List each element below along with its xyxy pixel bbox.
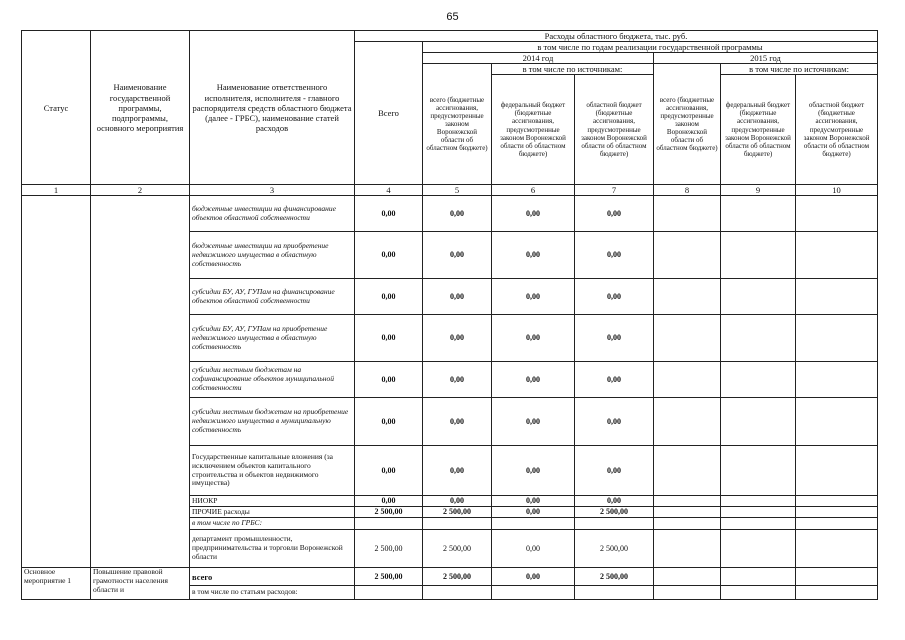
row-label: бюджетные инвестиции на приобретение недвижимого имущества в областную собственность — [190, 232, 355, 279]
column-number: 10 — [796, 185, 878, 196]
column-number: 1 — [22, 185, 91, 196]
header-year-2014: 2014 год — [423, 53, 654, 64]
value-total: 0,00 — [355, 232, 423, 279]
page-number: 65 — [446, 11, 459, 23]
value-2014-regional: 0,00 — [575, 232, 654, 279]
value-2014-total: 0,00 — [423, 232, 492, 279]
value-2014-regional: 2 500,00 — [575, 507, 654, 518]
value-2014-federal: 0,00 — [492, 196, 575, 232]
value-2014-federal: 0,00 — [492, 315, 575, 362]
value-total: 0,00 — [355, 196, 423, 232]
column-number: 6 — [492, 185, 575, 196]
value-2014-regional: 0,00 — [575, 496, 654, 507]
header-2015-total: всего (бюджетные ассигнования, предусмотренные законом Воронежской области об областном бюджете) — [654, 64, 721, 185]
value-2014-federal: 0,00 — [492, 568, 575, 586]
value-total: 0,00 — [355, 446, 423, 496]
value-total: 0,00 — [355, 362, 423, 398]
value-2014-regional: 0,00 — [575, 196, 654, 232]
header-year-2015: 2015 год — [654, 53, 878, 64]
row-label: НИОКР — [190, 496, 355, 507]
value-2014-total: 2 500,00 — [423, 507, 492, 518]
value-2014-total: 0,00 — [423, 315, 492, 362]
value-2014-regional: 0,00 — [575, 446, 654, 496]
row-label: субсидии БУ, АУ, ГУПам на финансирование объектов областной собственности — [190, 279, 355, 315]
value-2014-total: 0,00 — [423, 496, 492, 507]
value-2014-federal: 0,00 — [492, 398, 575, 446]
row-label: бюджетные инвестиции на финансирование объектов областной собственности — [190, 196, 355, 232]
column-number: 9 — [721, 185, 796, 196]
value-2014-total: 0,00 — [423, 279, 492, 315]
value-total: 2 500,00 — [355, 530, 423, 568]
value-2014-federal: 0,00 — [492, 530, 575, 568]
header-2015-federal: федеральный бюджет (бюджетные ассигнования, предусмотренные законом Воронежской области об областном бюджете) — [721, 75, 796, 185]
row-label: ПРОЧИЕ расходы — [190, 507, 355, 518]
budget-table — [21, 30, 878, 600]
header-status: Статус — [22, 31, 91, 185]
header-by-years: в том числе по годам реализации государственной программы — [423, 42, 878, 53]
table-row — [22, 568, 878, 586]
column-number: 7 — [575, 185, 654, 196]
header-program-name: Наименование государственной программы, подпрограммы, основного мероприятия — [91, 31, 190, 185]
value-total: 2 500,00 — [355, 507, 423, 518]
table-row — [22, 196, 878, 232]
value-2014-regional: 0,00 — [575, 362, 654, 398]
row-label: в том числе по ГРБС: — [190, 518, 355, 530]
value-2014-regional: 0,00 — [575, 279, 654, 315]
value-2014-federal: 0,00 — [492, 232, 575, 279]
value-total: 2 500,00 — [355, 568, 423, 586]
value-2014-federal: 0,00 — [492, 446, 575, 496]
value-total: 0,00 — [355, 315, 423, 362]
header-2014-total: всего (бюджетные ассигнования, предусмотренные законом Воронежской области об областном бюджете) — [423, 64, 492, 185]
row-label: субсидии БУ, АУ, ГУПам на приобретение недвижимого имущества в областную собственность — [190, 315, 355, 362]
value-total: 0,00 — [355, 496, 423, 507]
value-2014-total: 0,00 — [423, 398, 492, 446]
value-total: 0,00 — [355, 398, 423, 446]
value-2014-total: 2 500,00 — [423, 568, 492, 586]
column-number: 8 — [654, 185, 721, 196]
value-2014-regional: 0,00 — [575, 398, 654, 446]
value-2014-total: 2 500,00 — [423, 530, 492, 568]
value-2014-federal: 0,00 — [492, 507, 575, 518]
header-2014-by-sources: в том числе по источникам: — [492, 64, 654, 75]
value-total: 0,00 — [355, 279, 423, 315]
value-2014-regional: 2 500,00 — [575, 568, 654, 586]
row-label: всего — [190, 568, 355, 586]
row-label: департамент промышленности, предпринимательства и торговли Воронежской области — [190, 530, 355, 568]
program-cell-empty — [91, 196, 190, 568]
column-number: 5 — [423, 185, 492, 196]
header-2014-federal: федеральный бюджет (бюджетные ассигнования, предусмотренные законом Воронежской области об областном бюджете) — [492, 75, 575, 185]
activity-name: Повышение правовой грамотности населения области и — [91, 568, 190, 600]
header-2015-by-sources: в том числе по источникам: — [721, 64, 878, 75]
row-label: субсидии местным бюджетам на приобретение недвижимого имущества в муниципальную собственность — [190, 398, 355, 446]
value-2014-federal: 0,00 — [492, 496, 575, 507]
column-number: 2 — [91, 185, 190, 196]
status-cell-empty — [22, 196, 91, 568]
value-2014-federal: 0,00 — [492, 279, 575, 315]
value-2014-regional: 2 500,00 — [575, 530, 654, 568]
row-label: субсидии местным бюджетам на софинансирование объектов муниципальной собственности — [190, 362, 355, 398]
header-total: Всего — [355, 42, 423, 185]
header-expenses: Расходы областного бюджета, тыс. руб. — [355, 31, 878, 42]
value-2014-regional: 0,00 — [575, 315, 654, 362]
column-number: 3 — [190, 185, 355, 196]
header-2014-regional: областной бюджет (бюджетные ассигнования, предусмотренные законом Воронежской области об областном бюджете) — [575, 75, 654, 185]
row-label: в том числе по статьям расходов: — [190, 586, 355, 600]
row-label: Государственные капитальные вложения (за исключением объектов капитального строительства и объектов недвижимого имущества) — [190, 446, 355, 496]
value-2014-federal: 0,00 — [492, 362, 575, 398]
activity-status: Основное мероприятие 1 — [22, 568, 91, 600]
value-2014-total: 0,00 — [423, 362, 492, 398]
header-executor: Наименование ответственного исполнителя, исполнителя - главного распорядителя средств областного бюджета (далее - ГРБС), наименование статей расходов — [190, 31, 355, 185]
header-2015-regional: областной бюджет (бюджетные ассигнования, предусмотренные законом Воронежской области об областном бюджете) — [796, 75, 878, 185]
column-number: 4 — [355, 185, 423, 196]
value-2014-total: 0,00 — [423, 446, 492, 496]
column-numbers-row — [22, 185, 878, 196]
value-2014-total: 0,00 — [423, 196, 492, 232]
